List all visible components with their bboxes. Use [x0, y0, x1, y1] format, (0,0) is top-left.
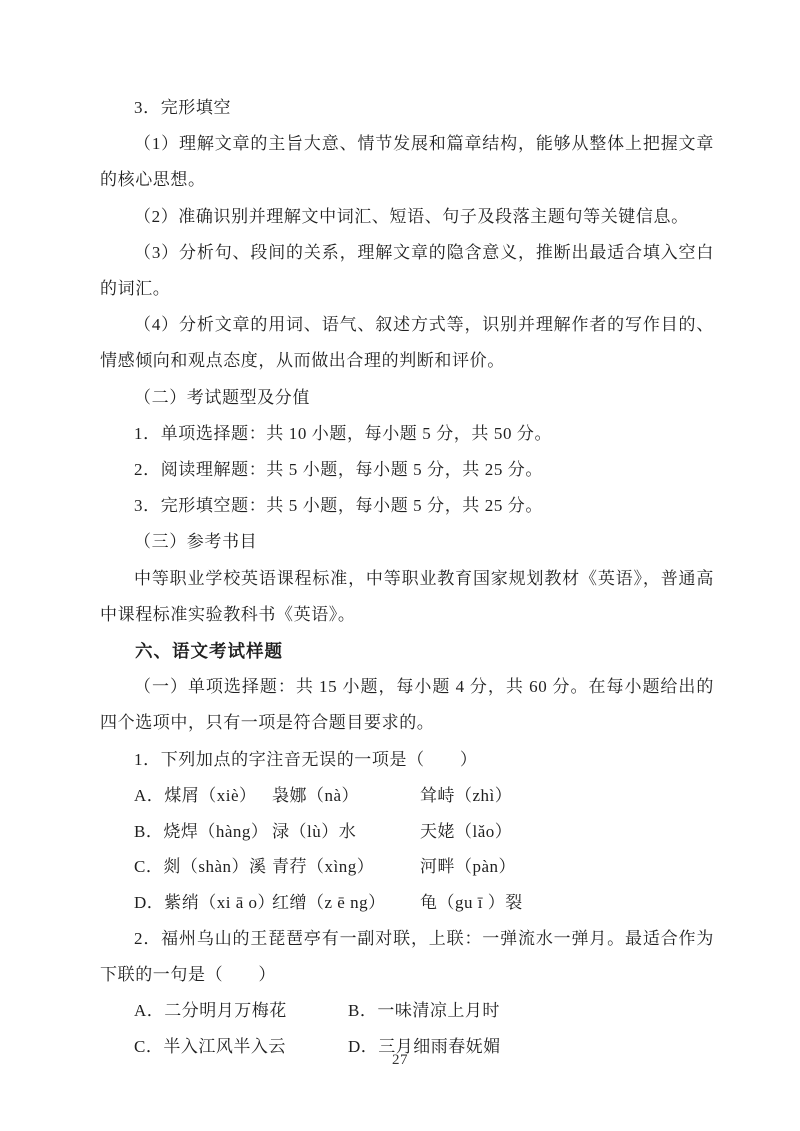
option-d-term-1: D．紫绡（xi ā o） [134, 893, 276, 913]
page-number: 27 [392, 1052, 408, 1068]
option-c-term-2: 青荇（xìng） [272, 857, 375, 877]
option-b-term-3: 天姥（lǎo） [420, 821, 513, 841]
document-content [100, 90, 714, 1065]
cloze-point-2: （2）准确识别并理解文中词汇、短语、句子及段落主题句等关键信息。 [134, 206, 689, 226]
option-row-c [134, 849, 714, 885]
cloze-section-title: 3．完形填空 [134, 98, 232, 117]
option-b-term-2: 渌（lù）水 [272, 821, 357, 841]
option-a-term-2: 袅娜（nà） [272, 785, 360, 805]
option-d-term-2: 红缯（z ē ng） [272, 893, 386, 913]
option-a-term-1: A．煤屑（xiè） [134, 785, 257, 805]
scoring-item-2: 2．阅读理解题：共 5 小题，每小题 5 分，共 25 分。 [134, 460, 543, 480]
option-row-ab [134, 993, 714, 1029]
references-text: 中等职业学校英语课程标准，中等职业教育国家规划教材《英语》，普通高中课程标准实验教科书《英语》。 [100, 568, 714, 624]
exam-types-title: （二）考试题型及分值 [134, 387, 310, 407]
question-2-stem: 2．福州乌山的王琵琶亭有一副对联，上联：一弹流水一弹月。最适合作为下联的一句是（ ） [100, 929, 714, 985]
references-title: （三）参考书目 [134, 532, 258, 552]
option-row-d [134, 885, 714, 921]
option-a-term-3: 耸峙（zhì） [420, 785, 513, 805]
option-row-b [134, 814, 714, 850]
option-c-term-3: 河畔（pàn） [420, 857, 517, 877]
option-c-term-1: C．剡（shàn）溪 [134, 857, 267, 877]
option-row-a [134, 778, 714, 814]
cloze-point-1: （1）理解文章的主旨大意、情节发展和篇章结构，能够从整体上把握文章的核心思想。 [100, 134, 714, 190]
option-d: D．三月细雨春妩媚 [348, 1037, 501, 1057]
question-1-stem: 1．下列加点的字注音无误的一项是（ ） [134, 749, 478, 769]
scoring-item-1: 1．单项选择题：共 10 小题，每小题 5 分，共 50 分。 [134, 423, 553, 443]
chinese-exam-heading: 六、语文考试样题 [135, 641, 283, 662]
option-b-term-1: B．烧焊（hàng） [134, 821, 269, 841]
option-b: B．一味清凉上月时 [348, 1001, 500, 1021]
option-a: A．二分明月万梅花 [134, 1001, 287, 1021]
option-d-term-3: 龟（gu ī ）裂 [420, 893, 523, 913]
question-1-options [100, 778, 714, 921]
option-c: C．半入江风半入云 [134, 1037, 286, 1057]
cloze-point-4: （4）分析文章的用词、语气、叙述方式等，识别并理解作者的写作目的、情感倾向和观点态度，从而做出合理的判断和评价。 [100, 315, 714, 371]
scoring-item-3: 3．完形填空题：共 5 小题，每小题 5 分，共 25 分。 [134, 496, 543, 516]
cloze-point-3: （3）分析句、段间的关系，理解文章的隐含意义，推断出最适合填入空白的词汇。 [100, 242, 714, 299]
chinese-intro: （一）单项选择题：共 15 小题，每小题 4 分，共 60 分。在每小题给出的四个选项中，只有一项是符合题目要求的。 [100, 677, 714, 733]
